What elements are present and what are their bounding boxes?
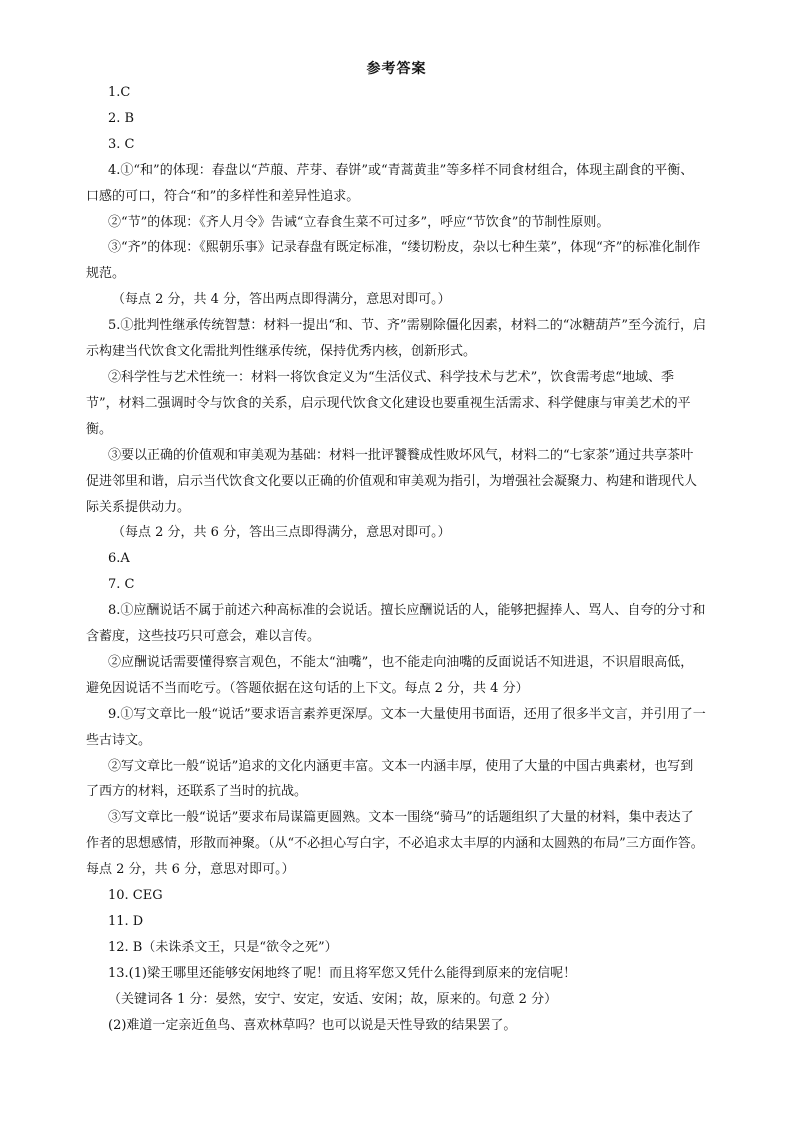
answer-4-point-2: ②“节”的体现：《齐人月令》告诫“立春食生菜不可过多”，呼应“节饮食”的节制性原则。 — [108, 214, 610, 230]
answer-1: 1.C — [108, 85, 131, 100]
answer-4-point-1: 4.①“和”的体现：春盘以“芦菔、芹芽、春饼”或“青蒿黄韭”等多样不同食材组合，体现主副食的平衡、口感的可口，符合“和”的多样性和差异性追求。 — [86, 162, 694, 204]
answer-2: 2. B — [108, 110, 135, 126]
answer-4-point-3: ③“齐”的体现：《熙朝乐事》记录春盘有既定标准，“缕切粉皮，杂以七种生菜”，体现“齐”的标准化制作规范。 — [86, 240, 701, 282]
answer-10: 10. CEG — [108, 888, 163, 904]
answer-12: 12. B（未诛杀文王，只是“欲令之死”） — [108, 939, 338, 955]
answer-5-point-2: ②科学性与艺术性统一：材料一将饮食定义为“生活仪式、科学技术与艺术”，饮食需考虑“地域、季节”，材料二强调时令与饮食的关系，启示现代饮食文化建设也要重视生活需求、科学健康与审美艺术的平衡。 — [86, 369, 691, 437]
answer-9-point-3: ③写文章比一般“说话”要求布局谋篇更圆熟。文本一围绕“骑马”的话题组织了大量的材料，集中表达了作者的思想感情，形散而神聚。（从“不必担心写白字，不必追求太丰厚的内涵和太圆熟的布局”三方面作答。每点 2 分，共 6 分，意思对即可。） — [86, 810, 704, 878]
answer-8-point-2: ②应酬说话需要懂得察言观色，不能太“油嘴”，也不能走向油嘴的反面说话不知进退，不识眉眼高低，避免因说话不当而吃亏。（答题依据在这句话的上下文。每点 2 分，共 4 分） — [86, 654, 694, 696]
answer-8-point-1: 8.①应酬说话不属于前述六种高标准的会说话。擅长应酬说话的人，能够把握捧人、骂人、自夸的分寸和含蓄度，这些技巧只可意会，难以言传。 — [86, 603, 706, 645]
answer-9-point-2: ②写文章比一般“说话”追求的文化内涵更丰富。文本一内涵丰厚，使用了大量的中国古典素材，也写到了西方的材料，还联系了当时的抗战。 — [86, 758, 694, 800]
answer-6: 6.A — [108, 551, 130, 567]
answer-13-scoring-note: （关键词各 1 分：晏然，安宁、安定，安适、安闲；故，原来的。句意 2 分） — [108, 991, 558, 1007]
answer-13-part-1: 13.(1)梁王哪里还能够安闲地终了呢！而且将军您又凭什么能得到原来的宠信呢！ — [108, 965, 577, 981]
answer-3: 3. C — [108, 136, 135, 152]
answer-7: 7. C — [108, 577, 135, 593]
answer-9-point-1: 9.①写文章比一般“说话”要求语言素养更深厚。文本一大量使用书面语，还用了很多半文言，并引用了一些古诗文。 — [86, 706, 706, 748]
answer-5-scoring-note: （每点 2 分，共 6 分，答出三点即得满分，意思对即可。） — [112, 525, 451, 541]
answer-5-point-3: ③要以正确的价值观和审美观为基础：材料一批评饕餮成性败坏风气，材料二的“七家茶”通过共享茶叶促进邻里和谐，启示当代饮食文化要以正确的价值观和审美观为指引，为增强社会凝聚力、构建和谐现代人际关系提供动力。 — [86, 447, 698, 515]
answer-5-point-1: 5.①批判性继承传统智慧：材料一提出“和、节、齐”需剔除僵化因素，材料二的“冰糖葫芦”至今流行，启示构建当代饮食文化需批判性继承传统，保持优秀内核，创新形式。 — [86, 318, 706, 360]
answer-body — [86, 80, 706, 1039]
page-title: 参考答案 — [366, 61, 427, 77]
answer-13-part-2: (2)难道一定亲近鱼鸟、喜欢林草吗？也可以说是天性导致的结果罢了。 — [108, 1017, 517, 1033]
answer-4-scoring-note: （每点 2 分，共 4 分，答出两点即得满分，意思对即可。） — [112, 292, 451, 308]
answer-11: 11. D — [108, 914, 144, 929]
